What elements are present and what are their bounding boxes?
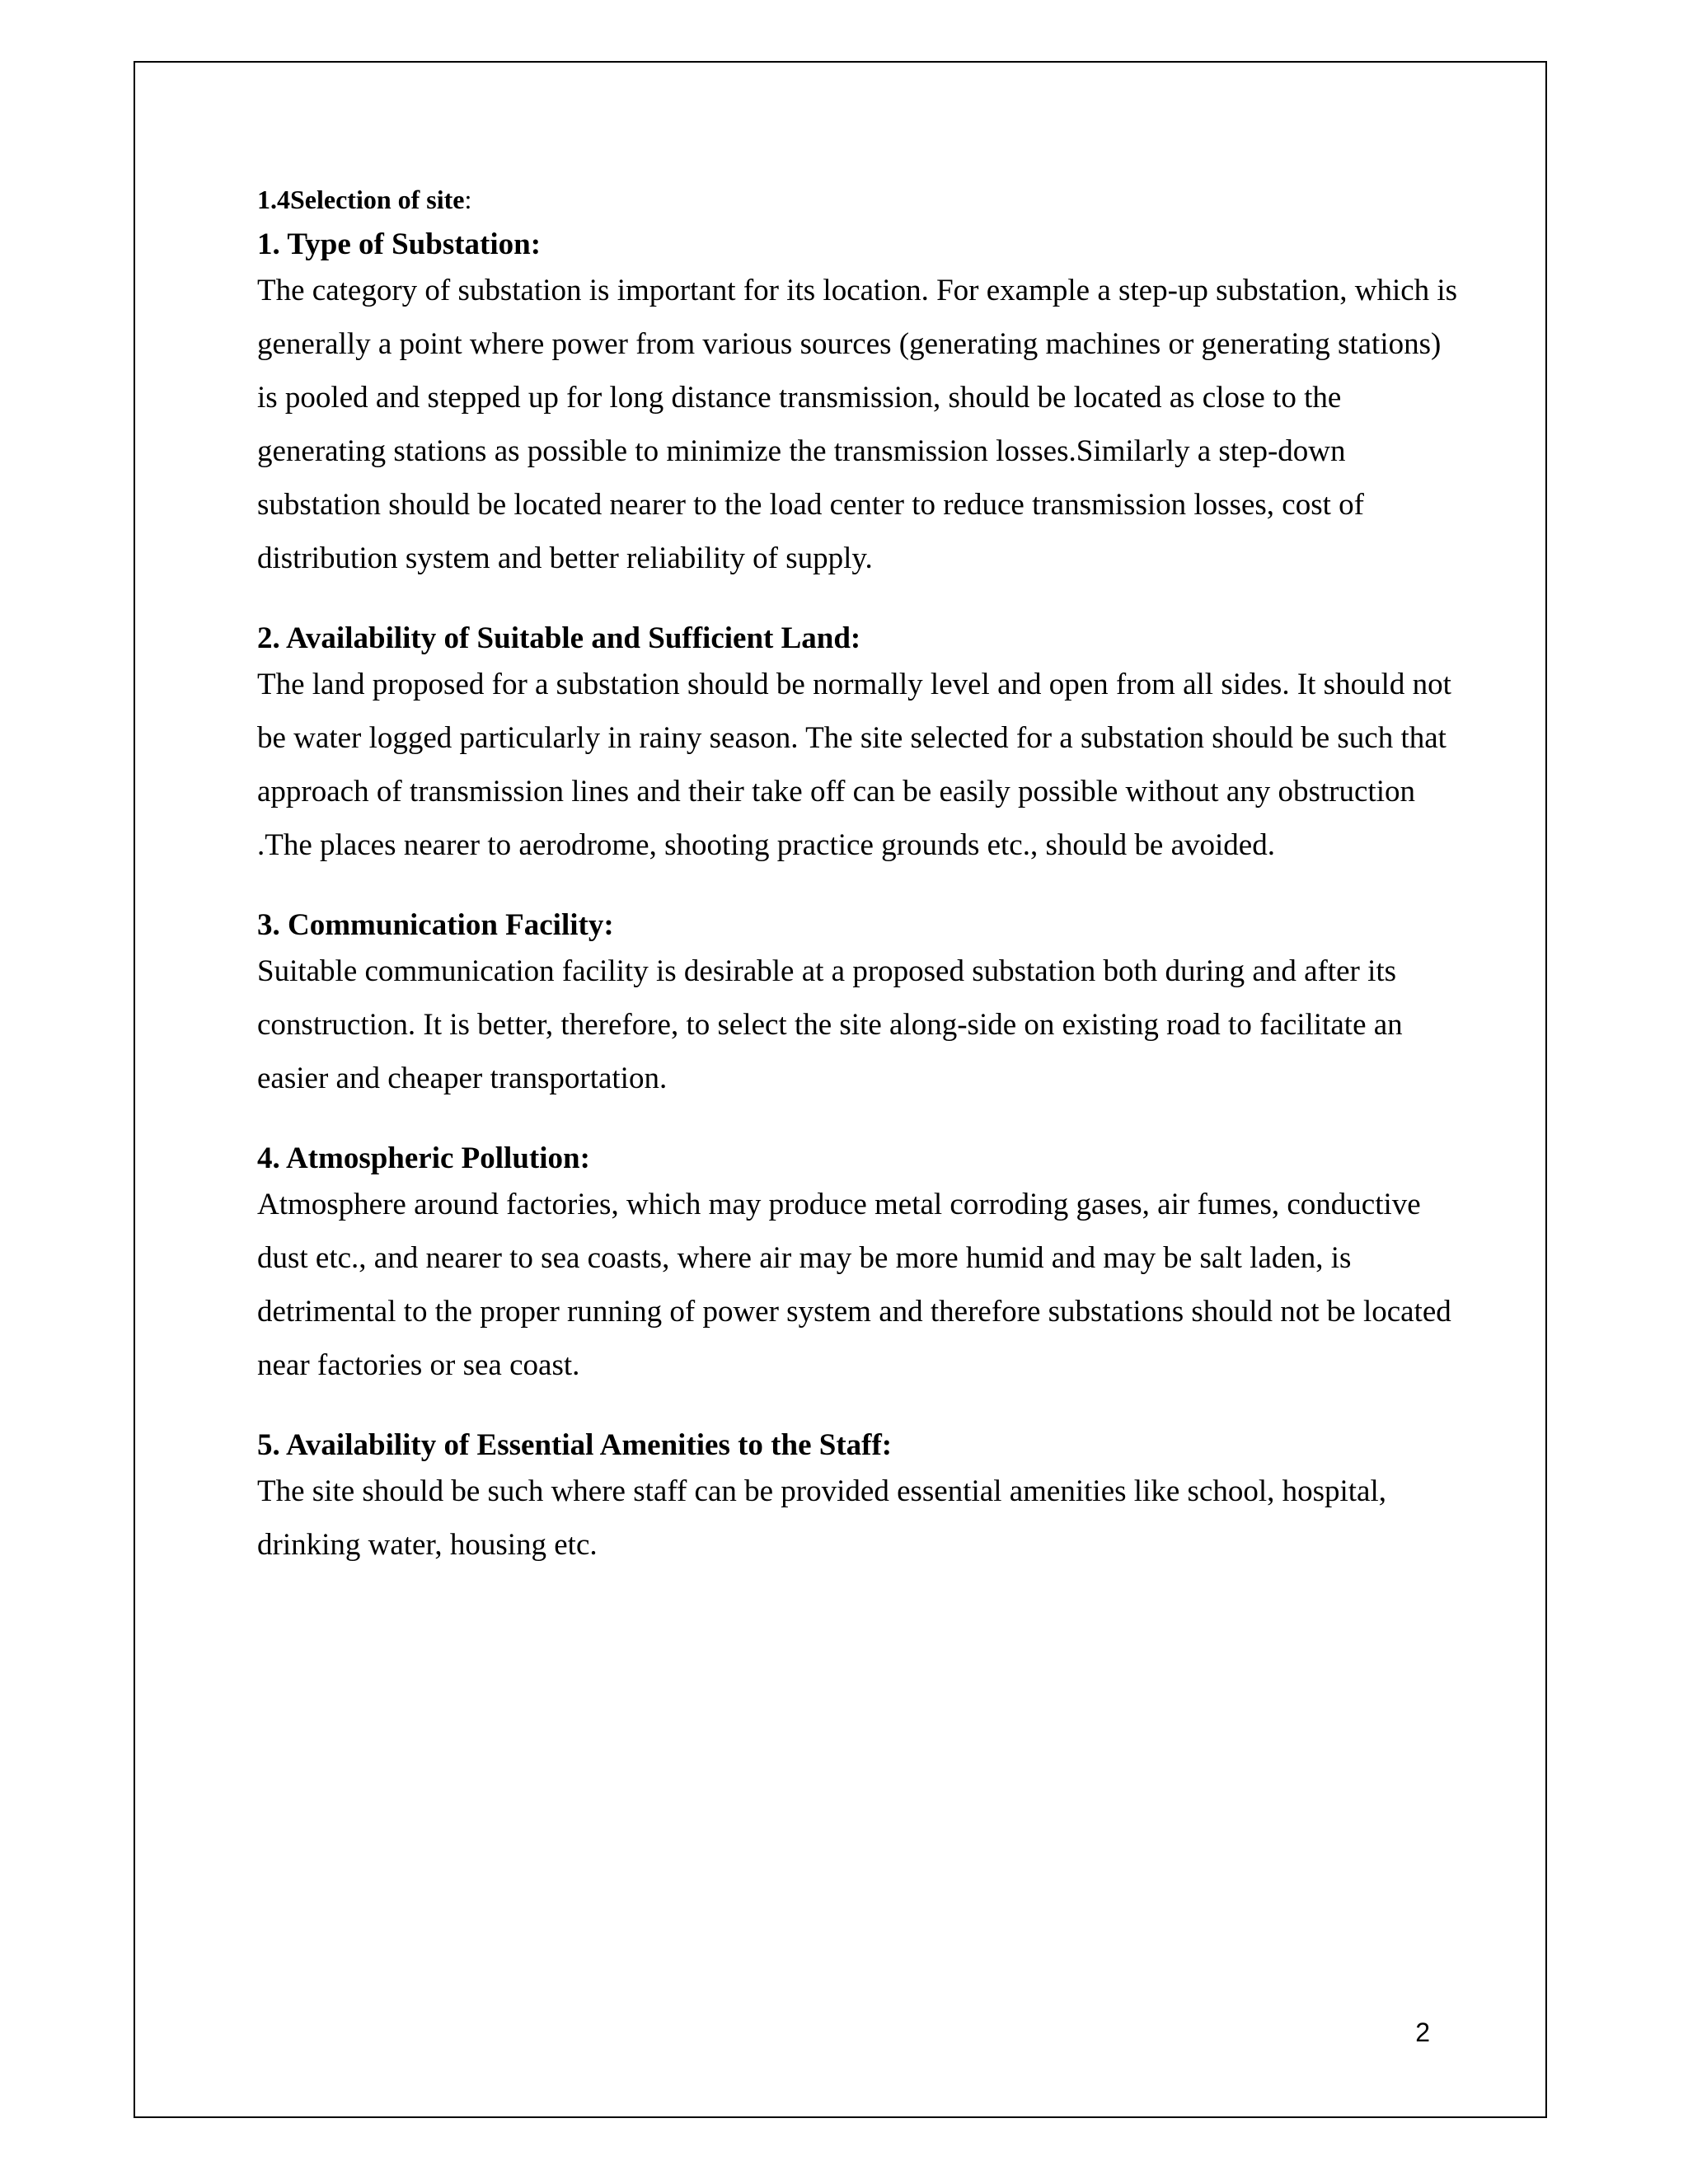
criterion-paragraph: The site should be such where staff can be provided essential amenities like school, hospital, drinking water, housing etc. — [257, 1474, 1387, 1562]
section-colon: : — [464, 185, 472, 214]
site-criterion-communication-facility — [257, 907, 1461, 1105]
criterion-paragraph: The land proposed for a substation should be normally level and open from all sides. It should not be water logged particularly in rainy season. The site selected for a substation should be such that approach of transmission lines and their take off can be easily possible without any obstruction .The places nearer to aerodrome, shooting practice grounds etc., should be avoided. — [257, 668, 1451, 862]
criterion-heading: 1. Type of Substation: — [257, 227, 542, 261]
page-number: 2 — [1415, 2018, 1430, 2047]
criterion-heading: 2. Availability of Suitable and Sufficient Land: — [257, 621, 861, 655]
section-title: Selection of site — [290, 185, 465, 214]
document-body — [257, 183, 1461, 1572]
site-criterion-land-availability — [257, 620, 1461, 872]
criterion-paragraph: Atmosphere around factories, which may produce metal corroding gases, air fumes, conductive dust etc., and nearer to sea coasts, where air may be more humid and may be salt laden, is detrimental to the proper running of power system and therefore substations should not be located near factories or sea coast. — [257, 1188, 1451, 1382]
site-criterion-type-of-substation — [257, 226, 1461, 585]
criterion-heading: 3. Communication Facility: — [257, 908, 614, 942]
section-number: 1.4 — [257, 185, 290, 214]
site-criterion-atmospheric-pollution — [257, 1140, 1461, 1392]
section-heading — [257, 183, 1461, 216]
criterion-paragraph: Suitable communication facility is desirable at a proposed substation both during and after its construction. It is better, therefore, to select the site along-side on existing road to facilitate an easier and cheaper transportation. — [257, 954, 1403, 1095]
criterion-paragraph: The category of substation is important for its location. For example a step-up substation, which is generally a point where power from various sources (generating machines or generating stations) is pooled and stepped up for long distance transmission, should be located as close to the generating stations as possible to minimize the transmission losses.Similarly a step-down substation should be located nearer to the load center to reduce transmission losses, cost of distribution system and better reliability of supply. — [257, 274, 1458, 575]
site-criterion-staff-amenities — [257, 1427, 1461, 1572]
criterion-heading: 4. Atmospheric Pollution: — [257, 1141, 590, 1175]
criterion-heading: 5. Availability of Essential Amenities to the Staff: — [257, 1428, 893, 1462]
